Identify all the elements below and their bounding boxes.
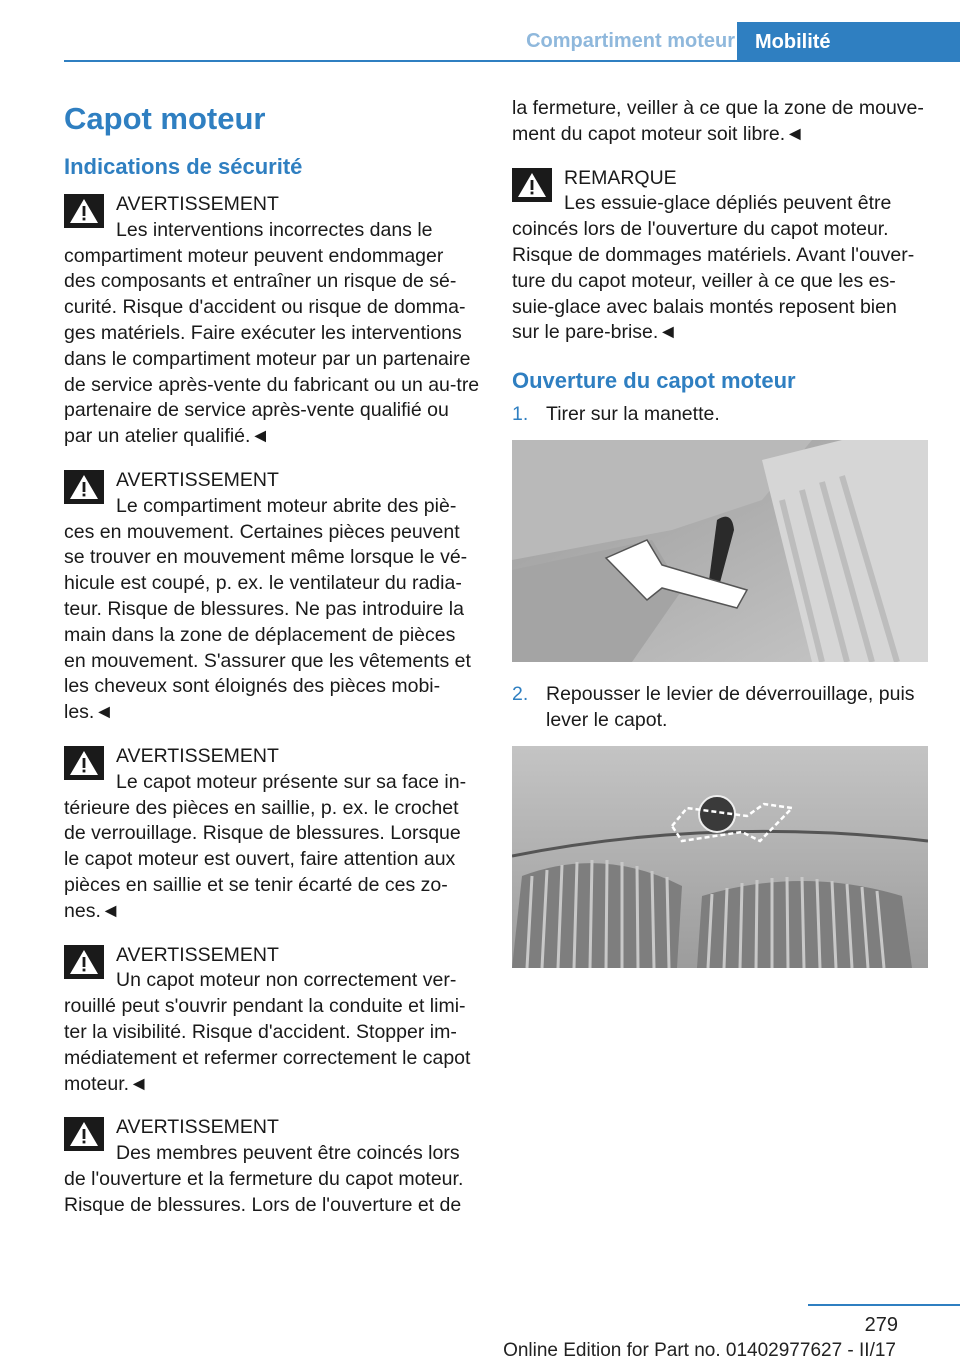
step-number: 1.: [512, 403, 529, 426]
warning-block-4: [64, 943, 480, 1098]
step-text: Tirer sur la manette.: [546, 403, 720, 426]
step-text: Repousser le levier de déverrouillage, puis lever le capot.: [546, 682, 915, 731]
header-rule: [64, 60, 960, 62]
warning-block-3: [64, 744, 480, 925]
steps-list: [512, 402, 928, 967]
opening-subtitle: Ouverture du capot moteur: [512, 368, 796, 394]
warning-label: AVERTISSEMENT: [116, 1116, 279, 1139]
footer-rule: [808, 1304, 960, 1306]
edition-footer: Online Edition for Part no. 01402977627 - II/17: [503, 1340, 896, 1361]
warning-triangle-icon: [64, 194, 104, 228]
warning-triangle-icon: [64, 945, 104, 979]
warning-block-5: [64, 1115, 480, 1218]
warning-text: Les interventions incorrectes dans le compartiment moteur peuvent endommager des composants et entraîner un risque de sé-curité. Risque d'accident ou risque de domma-ges matériels. Faire exécuter les interventions dans le compartiment moteur par un partenaire de service après-vente du fabricant ou un au-tre partenaire de service après-vente qualifié ou par un atelier qualifié.◄: [64, 218, 480, 448]
warning-block-1: [64, 192, 480, 450]
warning-label: AVERTISSEMENT: [116, 468, 279, 491]
hood-release-lever-photo: [512, 440, 928, 662]
step-number: 2.: [512, 682, 529, 705]
list-item: [512, 682, 928, 734]
warning-triangle-icon: [64, 1117, 104, 1151]
warning-text: Des membres peuvent être coincés lors de l'ouverture et la fermeture du capot moteur. Risque de blessures. Lors de l'ouverture et de: [64, 1142, 464, 1216]
note-label: REMARQUE: [564, 166, 677, 189]
warning-continuation: la fermeture, veiller à ce que la zone de mouve-ment du capot moteur soit libre.◄: [512, 97, 924, 145]
right-column: [512, 96, 928, 988]
page-title: Capot moteur: [64, 101, 266, 136]
note-text: Les essuie-glace dépliés peuvent être coincés lors de l'ouverture du capot moteur. Risque de dommages matériels. Avant l'ouver-ture du capot moteur, veiller à ce que les es-suie-glace avec balais montés reposent bien sur le pare-brise.◄: [512, 192, 915, 344]
warning-block-2: [64, 468, 480, 726]
list-item: [512, 402, 928, 428]
safety-subtitle: Indications de sécurité: [64, 154, 303, 179]
note-block: [512, 166, 928, 347]
warning-text: Un capot moteur non correctement ver-rouillé peut s'ouvrir pendant la conduite et limi-ter la visibilité. Risque d'accident. Stopper im-médiatement et refermer correctement le capot moteur.◄: [64, 969, 471, 1095]
hood-unlock-grille-photo: [512, 746, 928, 968]
page-number: 279: [864, 1314, 898, 1336]
header-chapter-tab: Mobilité: [737, 22, 960, 62]
left-column: [64, 96, 480, 1236]
warning-text: Le compartiment moteur abrite des piè-ces en mouvement. Certaines pièces peuvent se trouver en mouvement même lorsque le vé-hicule est coupé, p. ex. le ventilateur du radia-teur. Risque de blessures. Ne pas introduire la main dans la zone de déplacement de pièces en mouvement. S'assurer que les vêtements et les cheveux sont éloignés des pièces mobi-les.◄: [64, 494, 471, 724]
warning-triangle-icon: [64, 470, 104, 504]
warning-triangle-icon: [512, 168, 552, 202]
header-section-title: Compartiment moteur: [526, 30, 735, 52]
warning-text: Le capot moteur présente sur sa face in-térieure des pièces en saillie, p. ex. le crochet de verrouillage. Risque de blessures. Lorsque le capot moteur est ouvert, faire attention aux pièces en saillie et se tenir écarté de ces zo-nes.◄: [64, 770, 467, 922]
warning-label: AVERTISSEMENT: [116, 193, 279, 215]
warning-label: AVERTISSEMENT: [116, 943, 279, 966]
warning-triangle-icon: [64, 746, 104, 780]
warning-label: AVERTISSEMENT: [116, 744, 279, 767]
